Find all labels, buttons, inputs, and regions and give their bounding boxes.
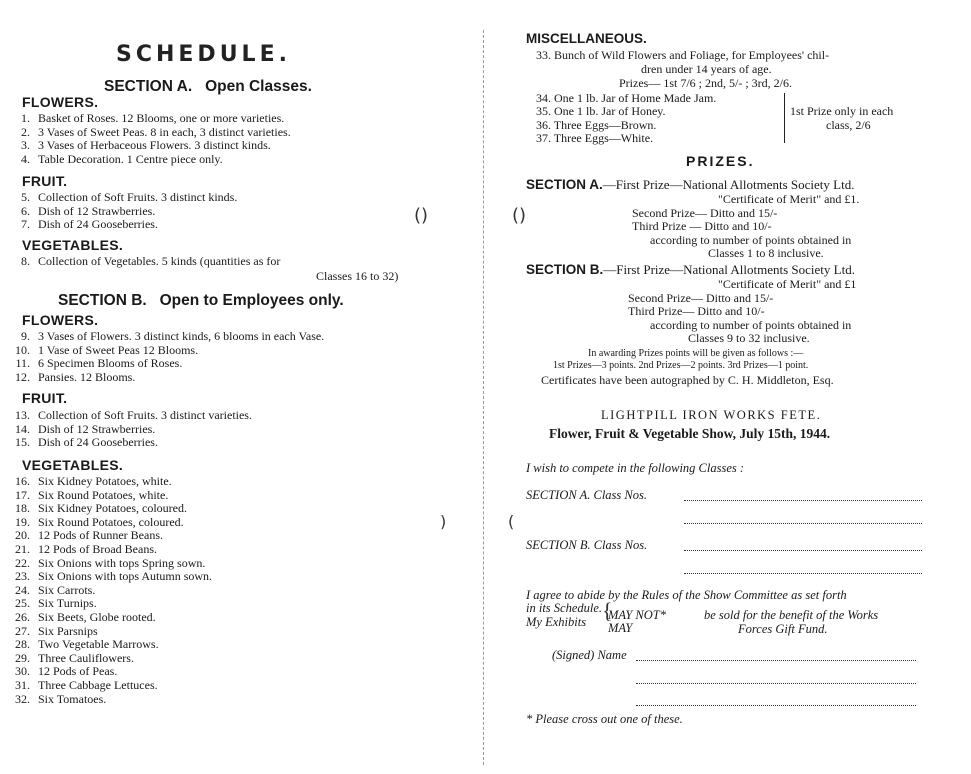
schedule-title: SCHEDULE.	[116, 42, 291, 67]
list-item	[0, 557, 212, 571]
agreement-line2: in its Schedule.	[526, 601, 603, 615]
class-number: 1.	[21, 111, 30, 125]
class-number: 30.	[15, 664, 30, 679]
class-number: 10.	[15, 342, 30, 357]
section-a-first-prize	[526, 177, 854, 193]
category-flowers-a: FLOWERS.	[22, 94, 99, 110]
class-35: 35. One 1 lb. Jar of Honey.	[536, 104, 666, 118]
class-description: Table Decoration. 1 Centre piece only.	[38, 151, 223, 166]
class-description: Collection of Soft Fruits. 3 distinct varieties.	[38, 408, 252, 422]
list-item	[0, 502, 212, 516]
list-item	[0, 357, 324, 371]
class-description: Two Vegetable Marrows.	[38, 637, 159, 652]
vegetables-a-continuation: Classes 16 to 32)	[316, 269, 399, 283]
list-item	[0, 584, 212, 598]
list-item	[0, 126, 291, 140]
class-description: Dish of 12 Strawberries.	[38, 203, 156, 218]
footnote: * Please cross out one of these.	[526, 712, 683, 726]
list-item	[0, 371, 324, 385]
form-section-b-label: SECTION B. Class Nos.	[526, 538, 648, 552]
section-a-title: Open Classes.	[205, 78, 312, 95]
section-b-first-prize	[526, 262, 855, 278]
class-number: 22.	[15, 555, 30, 570]
brace-divider	[778, 93, 785, 143]
miscellaneous-heading: MISCELLANEOUS.	[526, 31, 647, 46]
section-b-third-prize: Third Prize— Ditto and 10/-	[628, 304, 765, 318]
class-description: Six Onions with tops Autumn sown.	[38, 569, 213, 584]
section-b-title: Open to Employees only.	[159, 292, 344, 309]
show-title: Flower, Fruit & Vegetable Show, July 15th, 1944.	[549, 426, 831, 441]
section-a-first-text: —First Prize—National Allotments Society Ltd.	[602, 177, 855, 192]
class-33-line2: dren under 14 years of age.	[641, 62, 772, 76]
category-fruit-a: FRUIT.	[22, 173, 68, 189]
class-number: 14.	[15, 421, 30, 436]
class-description: 12 Pods of Runner Beans.	[38, 528, 163, 543]
class-description: Dish of 12 Strawberries.	[38, 421, 156, 436]
right-page	[496, 0, 971, 774]
agreement-line1: I agree to abide by the Rules of the Show Committee as set forth	[526, 588, 847, 602]
page-fold-line	[483, 30, 484, 765]
may-not-option[interactable]: MAY NOT*	[608, 608, 667, 622]
class-description: Basket of Roses. 12 Blooms, one or more varieties.	[38, 111, 285, 125]
class-number: 6.	[21, 203, 30, 218]
my-exhibits-label: My Exhibits	[526, 615, 587, 629]
list-item	[0, 665, 212, 679]
class-description: 12 Pods of Peas.	[38, 664, 118, 679]
section-a-class-field-2[interactable]	[684, 523, 922, 524]
class-description: Dish of 24 Gooseberries.	[38, 217, 158, 232]
class-description: Collection of Soft Fruits. 3 distinct kinds.	[38, 190, 238, 204]
class-number: 16.	[15, 474, 30, 488]
class-number: 12.	[15, 369, 30, 384]
category-flowers-b: FLOWERS.	[22, 312, 99, 328]
category-vegetables-a: VEGETABLES.	[22, 237, 124, 253]
class-36: 36. Three Eggs—Brown.	[536, 118, 657, 132]
class-number: 15.	[15, 435, 30, 450]
brace-note-line1: 1st Prize only in each	[790, 104, 894, 118]
list-item	[0, 112, 291, 126]
class-description: 3 Vases of Herbaceous Flowers. 3 distinct kinds.	[38, 138, 271, 153]
section-a-prize-label: SECTION A.	[526, 177, 603, 192]
signed-name-label: (Signed) Name	[552, 648, 627, 662]
class-number: 29.	[15, 650, 30, 665]
class-description: Six Round Potatoes, white.	[38, 487, 169, 502]
class-number: 4.	[21, 151, 30, 166]
class-number: 23.	[15, 569, 30, 584]
class-description: Six Tomatoes.	[38, 691, 107, 706]
fruit-b-list	[0, 409, 252, 450]
class-number: 3.	[21, 138, 30, 153]
vegetables-a-list	[0, 255, 280, 269]
class-description: Six Kidney Potatoes, coloured.	[38, 501, 187, 516]
address-field-1[interactable]	[636, 683, 916, 684]
benefit-line1: be sold for the benefit of the Works	[704, 608, 879, 622]
class-description: Six Kidney Potatoes, white.	[38, 474, 172, 488]
punch-hole-mark-icon: ()	[512, 205, 527, 226]
class-description: Six Round Potatoes, coloured.	[38, 514, 184, 529]
section-b-second-prize: Second Prize— Ditto and 15/-	[628, 291, 774, 305]
brace-open-icon: {	[602, 598, 613, 623]
class-description: 6 Specimen Blooms of Roses.	[38, 356, 183, 371]
punch-hole-mark-icon: ()	[414, 205, 429, 226]
flowers-a-list	[0, 112, 291, 166]
flowers-b-list	[0, 330, 324, 384]
class-description: Six Parsnips	[38, 623, 98, 638]
class-description: 1 Vase of Sweet Peas 12 Blooms.	[38, 342, 199, 357]
class-description: 12 Pods of Broad Beans.	[38, 541, 157, 556]
section-b-first-text: —First Prize—National Allotments Society Ltd.	[603, 262, 855, 277]
class-number: 13.	[15, 408, 30, 422]
class-number: 28.	[15, 637, 30, 652]
brace-note-line2: class, 2/6	[826, 118, 871, 132]
list-item	[0, 652, 212, 666]
section-a-heading	[104, 78, 312, 96]
list-item	[0, 330, 324, 344]
prizes-heading: PRIZES.	[686, 153, 755, 169]
list-item	[0, 423, 252, 437]
list-item	[0, 516, 212, 530]
may-option[interactable]: MAY	[608, 621, 633, 635]
punch-hole-mark-icon: (	[508, 512, 515, 531]
section-b-points: according to number of points obtained in	[650, 318, 852, 332]
class-number: 5.	[21, 190, 30, 204]
section-b-prize-label: SECTION B.	[526, 262, 604, 277]
category-fruit-b: FRUIT.	[22, 390, 68, 406]
wish-to-compete: I wish to compete in the following Classes :	[526, 461, 745, 475]
list-item	[0, 436, 252, 450]
section-b-label: SECTION B.	[58, 292, 147, 309]
class-description: Six Carrots.	[38, 582, 96, 597]
list-item	[0, 570, 212, 584]
category-vegetables-b: VEGETABLES.	[22, 457, 124, 473]
class-description: 3 Vases of Flowers. 3 distinct kinds, 6 blooms in each Vase.	[38, 329, 325, 343]
list-item	[0, 475, 212, 489]
class-description: 3 Vases of Sweet Peas. 8 in each, 3 distinct varieties.	[38, 124, 291, 139]
list-item	[0, 409, 252, 423]
class-description: Three Cabbage Lettuces.	[38, 677, 158, 692]
list-item	[0, 679, 212, 693]
fruit-a-list	[0, 191, 237, 232]
left-page	[0, 0, 478, 774]
list-item	[0, 255, 280, 269]
section-b-heading	[58, 292, 344, 310]
list-item	[0, 205, 237, 219]
list-item	[0, 625, 212, 639]
list-item	[0, 529, 212, 543]
certificates-note: Certificates have been autographed by C. H. Middleton, Esq.	[541, 373, 834, 387]
class-34: 34. One 1 lb. Jar of Home Made Jam.	[536, 91, 717, 105]
award-note-line1: In awarding Prizes points will be given as follows :—	[588, 348, 804, 359]
list-item	[0, 638, 212, 652]
class-number: 27.	[15, 623, 30, 638]
section-a-certificate: "Certificate of Merit" and £1.	[718, 192, 860, 206]
class-number: 7.	[21, 217, 30, 232]
section-a-points: according to number of points obtained in	[650, 233, 852, 247]
form-section-a-label: SECTION A. Class Nos.	[526, 488, 647, 502]
list-item	[0, 344, 324, 358]
list-item	[0, 693, 212, 707]
class-37: 37. Three Eggs—White.	[536, 131, 654, 145]
class-number: 21.	[15, 541, 30, 556]
class-number: 24.	[15, 582, 30, 597]
class-number: 11.	[15, 356, 30, 371]
list-item	[0, 597, 212, 611]
class-number: 31.	[15, 677, 30, 692]
section-a-third-prize: Third Prize — Ditto and 10/-	[632, 219, 772, 233]
signed-name-field[interactable]	[636, 660, 916, 661]
punch-hole-mark-icon: )	[440, 512, 447, 531]
class-description: Six Turnips.	[38, 596, 97, 611]
address-field-2[interactable]	[636, 705, 916, 706]
class-description: Pansies. 12 Blooms.	[38, 369, 136, 384]
section-b-class-field[interactable]	[684, 550, 922, 551]
list-item	[0, 153, 291, 167]
class-number: 32.	[15, 691, 30, 706]
list-item	[0, 543, 212, 557]
section-a-second-prize: Second Prize— Ditto and 15/-	[632, 206, 778, 220]
list-item	[0, 611, 212, 625]
list-item	[0, 489, 212, 503]
class-description: Collection of Vegetables. 5 kinds (quantities as for	[38, 254, 281, 268]
benefit-line2: Forces Gift Fund.	[738, 622, 828, 636]
class-description: Three Cauliflowers.	[38, 650, 134, 665]
class-33-line1: 33. Bunch of Wild Flowers and Foliage, for Employees' chil-	[536, 48, 830, 62]
award-note-line2: 1st Prizes—3 points. 2nd Prizes—2 points. 3rd Prizes—1 point.	[553, 360, 809, 371]
section-a-class-field[interactable]	[684, 500, 922, 501]
class-number: 8.	[21, 254, 30, 268]
list-item	[0, 191, 237, 205]
class-number: 19.	[15, 514, 30, 529]
class-number: 9.	[21, 329, 30, 343]
list-item	[0, 218, 237, 232]
section-b-classes: Classes 9 to 32 inclusive.	[688, 331, 810, 345]
class-number: 26.	[15, 609, 30, 624]
class-number: 25.	[15, 596, 30, 611]
class-description: Six Beets, Globe rooted.	[38, 609, 156, 624]
class-33-prizes: Prizes— 1st 7/6 ; 2nd, 5/- ; 3rd, 2/6.	[619, 76, 792, 90]
class-description: Six Onions with tops Spring sown.	[38, 555, 206, 570]
class-number: 17.	[15, 487, 30, 502]
fete-title: LIGHTPILL IRON WORKS FETE.	[601, 408, 822, 422]
section-b-class-field-2[interactable]	[684, 573, 922, 574]
class-number: 20.	[15, 528, 30, 543]
section-a-label: SECTION A.	[104, 78, 193, 95]
class-description: Dish of 24 Gooseberries.	[38, 435, 158, 450]
vegetables-b-list	[0, 475, 212, 706]
section-a-classes: Classes 1 to 8 inclusive.	[708, 246, 824, 260]
list-item	[0, 139, 291, 153]
class-number: 18.	[15, 501, 30, 516]
class-number: 2.	[21, 124, 30, 139]
section-b-certificate: "Certificate of Merit" and £1	[718, 277, 857, 291]
